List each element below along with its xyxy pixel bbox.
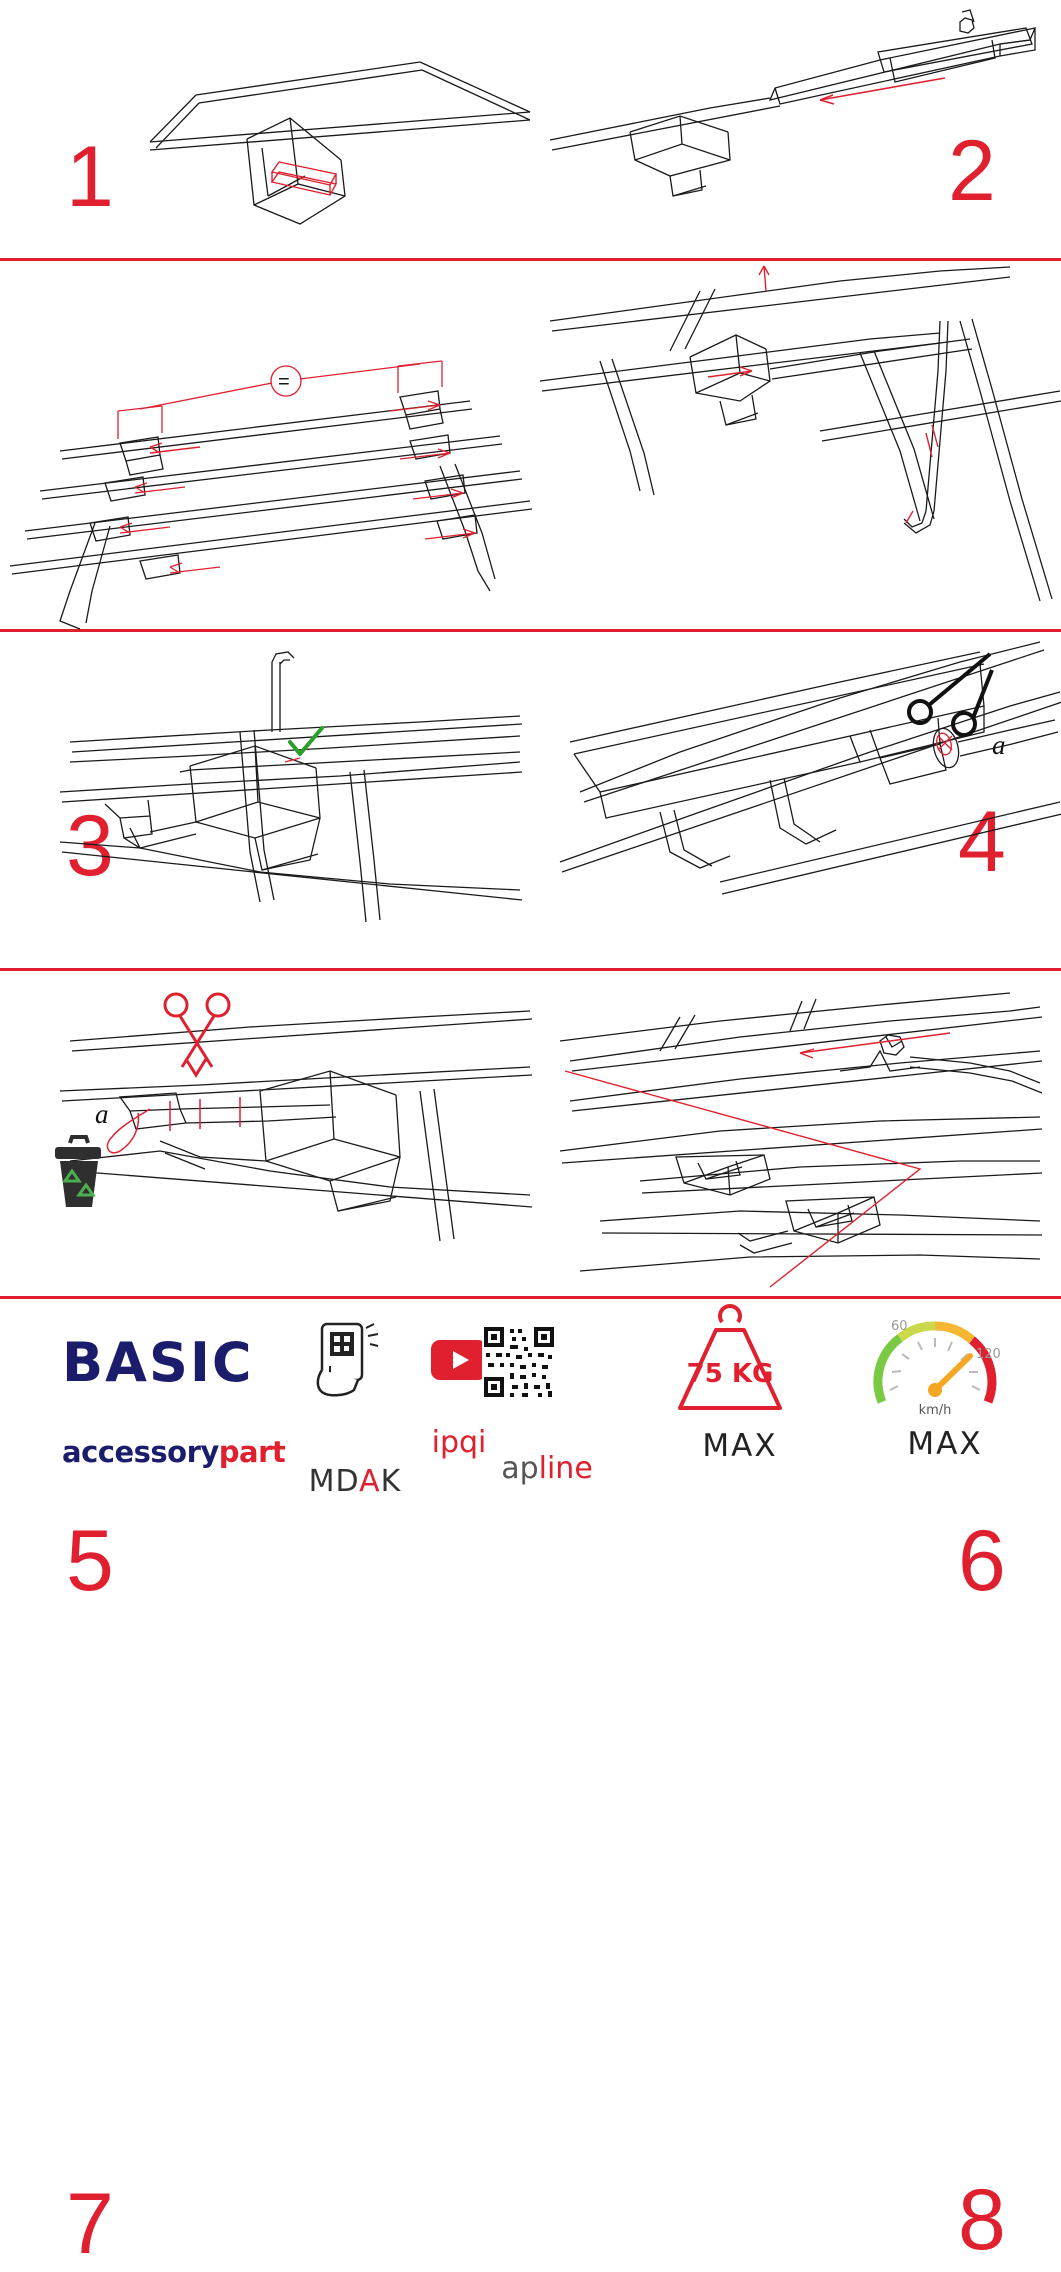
scissors-icon-red (165, 994, 229, 1075)
gauge-max-label: 120 (976, 1347, 1001, 1362)
brand-name: BASIC (62, 1331, 254, 1394)
speed-limit-note: MAX (907, 1426, 983, 1462)
step-panel-1 (0, 0, 530, 258)
footer-brand-strip (0, 1300, 1061, 1500)
step-3-illustration (0, 261, 540, 629)
mdak-accent: A (359, 1464, 381, 1499)
mdak-prefix: MD (308, 1464, 360, 1499)
brand-ipqi-label: ipqi (431, 1425, 487, 1460)
load-limit-note: MAX (702, 1428, 778, 1464)
step-8-illustration (540, 971, 1061, 1296)
speed-limit-block (860, 1310, 1030, 1462)
step-number-5: 5 (66, 1513, 112, 1609)
load-limit-block (660, 1312, 820, 1464)
check-icon (290, 728, 322, 754)
weight-icon (660, 1312, 800, 1422)
step-number-2: 2 (948, 123, 994, 219)
label-a-step7: a (95, 1099, 109, 1129)
recycle-bin-icon (55, 1137, 101, 1207)
step-number-7: 7 (66, 2176, 112, 2272)
apline-suffix: line (538, 1451, 593, 1486)
step-6-illustration (540, 632, 1061, 968)
label-a-step6: a (992, 730, 1006, 760)
brand-mdak (300, 1322, 410, 1499)
brand-tagline (62, 1435, 286, 1469)
step-number-3: 3 (66, 798, 112, 894)
step-number-1: 1 (66, 129, 112, 225)
step-5-illustration (0, 632, 540, 968)
step-number-4: 4 (958, 794, 1004, 890)
load-limit-value: 75 KG (686, 1359, 774, 1389)
step-panel-3 (0, 261, 540, 894)
step-4-illustration (540, 261, 1061, 629)
step-7-illustration (0, 971, 540, 1296)
apline-prefix: ap (501, 1451, 539, 1486)
gauge-min-label: 60 (891, 1319, 908, 1334)
brand-apline (482, 1325, 612, 1486)
step-panel-2 (530, 0, 1061, 258)
brand-tagline-left: accessory (62, 1435, 219, 1469)
step-number-8: 8 (958, 2172, 1004, 2268)
qr-scan-hand-icon (300, 1322, 384, 1398)
divider-row-4 (0, 1296, 1061, 1299)
gauge-unit-label: km/h (918, 1403, 952, 1418)
youtube-play-icon[interactable] (431, 1340, 487, 1380)
qr-code-icon[interactable] (482, 1325, 556, 1399)
speedometer-icon (860, 1310, 1010, 1422)
brand-mdak-label (300, 1464, 410, 1499)
scissors-icon (909, 654, 992, 735)
svg-text:=: = (278, 371, 290, 393)
brand-tagline-right: part (218, 1435, 286, 1469)
step-panel-4 (540, 261, 1061, 890)
brand-basic-logo (62, 1331, 286, 1469)
brand-apline-label (482, 1451, 612, 1486)
mdak-suffix: K (380, 1464, 402, 1499)
step-number-6: 6 (958, 1513, 1004, 1609)
